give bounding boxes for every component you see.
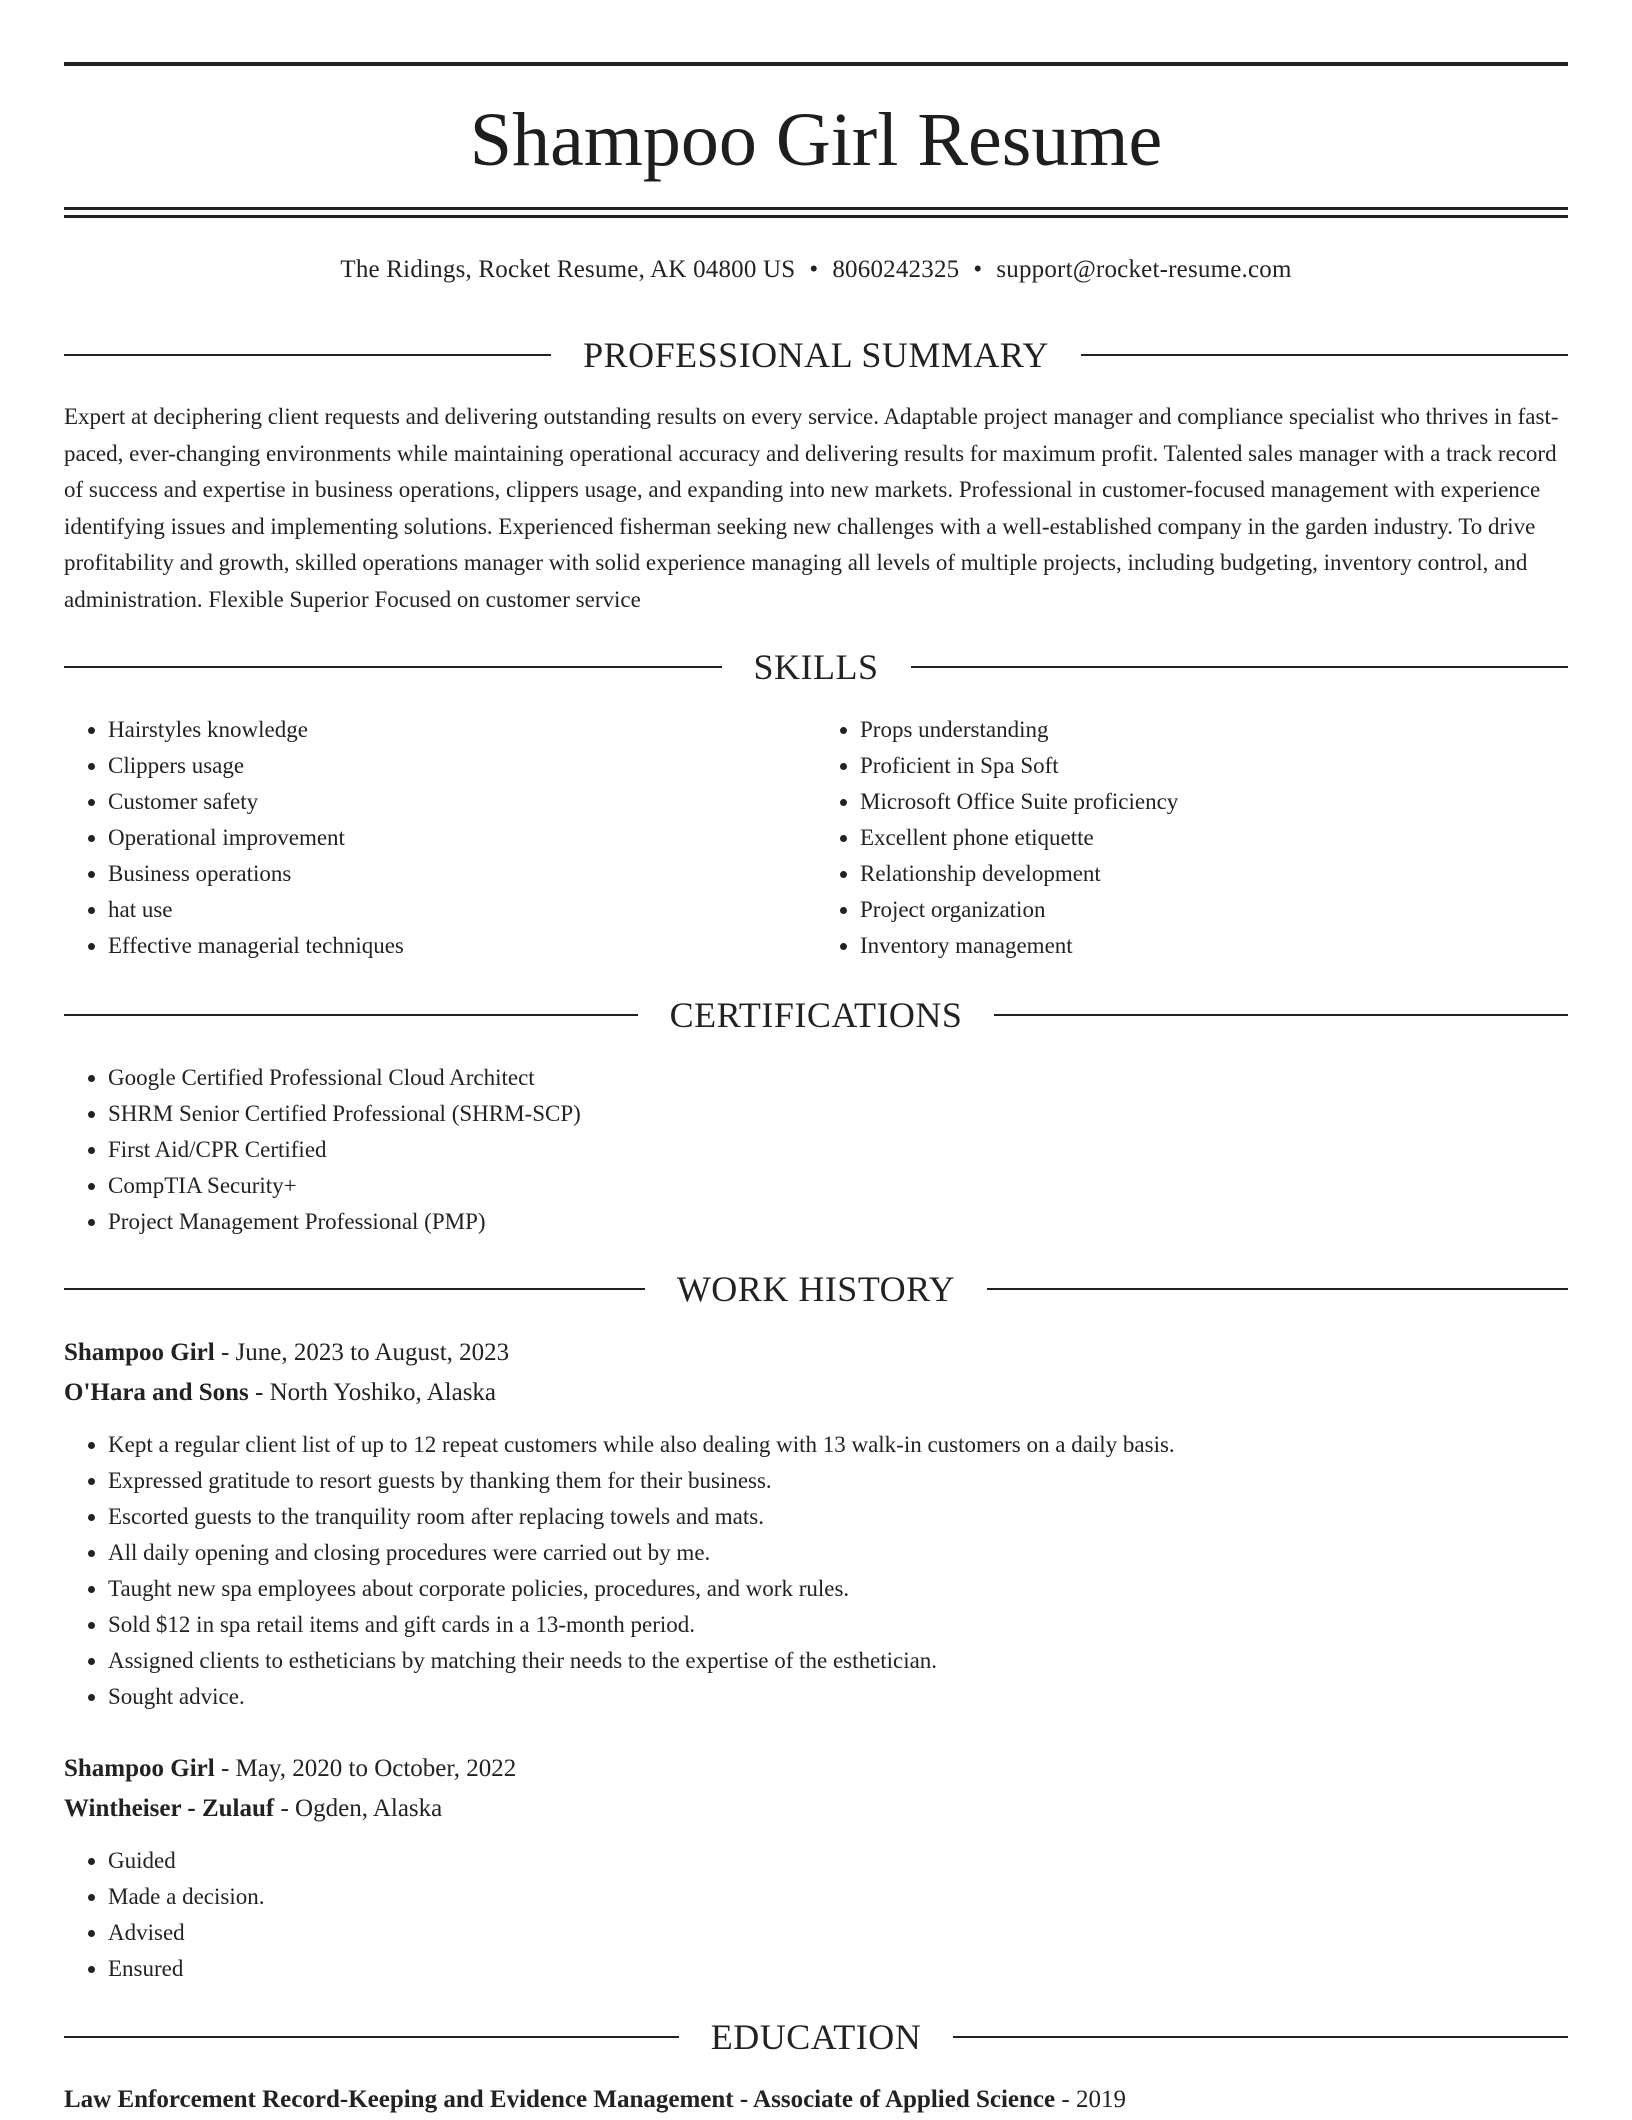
contact-separator: •	[809, 256, 819, 283]
work-history-heading-label: WORK HISTORY	[676, 1269, 956, 1309]
skill-item: • Hairstyles knowledge	[108, 712, 816, 748]
heading-rule-right	[994, 1014, 1568, 1016]
skill-item: • Inventory management	[860, 928, 1568, 964]
skill-item: • Operational improvement	[108, 820, 816, 856]
job-title-line	[64, 1749, 1568, 1789]
heading-rule-left	[64, 1014, 638, 1016]
work-history-heading	[64, 1265, 1568, 1313]
job-bullet: • Escorted guests to the tranquility room after replacing towels and mats.	[108, 1499, 1568, 1535]
skill-item: • Microsoft Office Suite proficiency	[860, 784, 1568, 820]
job-bullets-block	[64, 1427, 1568, 1715]
job-title: Shampoo Girl	[64, 1755, 215, 1782]
contact-line	[64, 252, 1568, 288]
certification-item: • SHRM Senior Certified Professional (SHRM-SCP)	[108, 1096, 1568, 1132]
job-dates: - May, 2020 to October, 2022	[214, 1755, 517, 1782]
heading-rule-right	[911, 666, 1569, 668]
job-bullet: • Taught new spa employees about corporate policies, procedures, and work rules.	[108, 1571, 1568, 1607]
job-company: O'Hara and Sons	[64, 1379, 249, 1406]
heading-rule-right	[987, 1288, 1568, 1290]
skill-item: • Project organization	[860, 892, 1568, 928]
skill-item: • Proficient in Spa Soft	[860, 748, 1568, 784]
education-year: - 2019	[1055, 2086, 1126, 2113]
job-location: - North Yoshiko, Alaska	[248, 1379, 497, 1406]
education-heading	[64, 2013, 1568, 2061]
job-company-line	[64, 1373, 1568, 1413]
certification-item: • Project Management Professional (PMP)	[108, 1204, 1568, 1240]
resume-title: Shampoo Girl Resume	[469, 98, 1163, 182]
title-double-rule	[64, 207, 1568, 218]
contact-separator: •	[973, 256, 983, 283]
top-rule	[64, 62, 1568, 66]
heading-rule-left	[64, 666, 722, 668]
certifications-heading-label: CERTIFICATIONS	[669, 995, 963, 1035]
certification-item: • CompTIA Security+	[108, 1168, 1568, 1204]
certifications-heading	[64, 991, 1568, 1039]
heading-rule-left	[64, 354, 551, 356]
heading-rule-left	[64, 2036, 679, 2038]
heading-rule-right	[1081, 354, 1568, 356]
job-entry	[64, 1749, 1568, 1829]
education-degree: Law Enforcement Record-Keeping and Evidence Management - Associate of Applied Science	[64, 2086, 1056, 2113]
education-entry	[64, 2080, 1568, 2120]
job-bullet: • Kept a regular client list of up to 12 repeat customers while also dealing with 13 walk-in customers on a daily basis.	[108, 1427, 1568, 1463]
job-bullets	[64, 1843, 1568, 1987]
skill-item: • Business operations	[108, 856, 816, 892]
job-bullet: • Expressed gratitude to resort guests by thanking them for their business.	[108, 1463, 1568, 1499]
certification-item: • Google Certified Professional Cloud Architect	[108, 1060, 1568, 1096]
job-bullet: • Guided	[108, 1843, 1568, 1879]
skill-item: • Effective managerial techniques	[108, 928, 816, 964]
job-bullet: • Sold $12 in spa retail items and gift cards in a 13-month period.	[108, 1607, 1568, 1643]
skills-heading	[64, 643, 1568, 691]
job-bullet: • Advised	[108, 1915, 1568, 1951]
skill-item: • Props understanding	[860, 712, 1568, 748]
education-heading-label: EDUCATION	[710, 2017, 922, 2057]
skill-item: • Relationship development	[860, 856, 1568, 892]
job-bullets	[64, 1427, 1568, 1715]
job-bullet: • Made a decision.	[108, 1879, 1568, 1915]
summary-heading	[64, 331, 1568, 379]
job-entry	[64, 1333, 1568, 1413]
contact-phone: 8060242325	[832, 256, 960, 283]
skill-item: • hat use	[108, 892, 816, 928]
job-bullets-block	[64, 1843, 1568, 1987]
job-location: - Ogden, Alaska	[274, 1795, 443, 1822]
job-bullet: • Ensured	[108, 1951, 1568, 1987]
skills-list-left	[64, 712, 816, 964]
certifications-block	[64, 1060, 1568, 1240]
skills-columns	[64, 712, 1568, 964]
heading-rule-left	[64, 1288, 645, 1290]
contact-email[interactable]: support@rocket-resume.com	[996, 256, 1292, 283]
contact-address: The Ridings, Rocket Resume, AK 04800 US	[340, 256, 796, 283]
job-dates: - June, 2023 to August, 2023	[214, 1339, 510, 1366]
job-company: Wintheiser - Zulauf	[64, 1795, 275, 1822]
summary-heading-label: PROFESSIONAL SUMMARY	[583, 335, 1049, 375]
education-line	[64, 2080, 1568, 2120]
skill-item: • Excellent phone etiquette	[860, 820, 1568, 856]
skill-item: • Customer safety	[108, 784, 816, 820]
certification-item: • First Aid/CPR Certified	[108, 1132, 1568, 1168]
heading-rule-right	[953, 2036, 1568, 2038]
skills-list-right	[816, 712, 1568, 964]
job-bullet: • Assigned clients to estheticians by matching their needs to the expertise of the esthetician.	[108, 1643, 1568, 1679]
job-bullet: • All daily opening and closing procedures were carried out by me.	[108, 1535, 1568, 1571]
skills-heading-label: SKILLS	[753, 647, 879, 687]
job-title: Shampoo Girl	[64, 1339, 215, 1366]
job-company-line	[64, 1789, 1568, 1829]
skill-item: • Clippers usage	[108, 748, 816, 784]
summary-block	[64, 399, 1568, 618]
job-bullet: • Sought advice.	[108, 1679, 1568, 1715]
summary-text: Expert at deciphering client requests and delivering outstanding results on every service. Adaptable project manager and compliance specialist who thrives in fast-paced, ever-changing environments while maintaining operational accuracy and delivering results for maximum profit. Talented sales manager with a track record of success and expertise in business operations, clippers usage, and expanding into new markets. Professional in customer-focused management with experience identifying issues and implementing solutions. Experienced fisherman seeking new challenges with a well-established company in the garden industry. To drive profitability and growth, skilled operations manager with solid experience managing all levels of multiple projects, including budgeting, inventory control, and administration. Flexible Superior Focused on customer service	[64, 404, 1559, 612]
job-title-line	[64, 1333, 1568, 1373]
certifications-list	[64, 1060, 1568, 1240]
